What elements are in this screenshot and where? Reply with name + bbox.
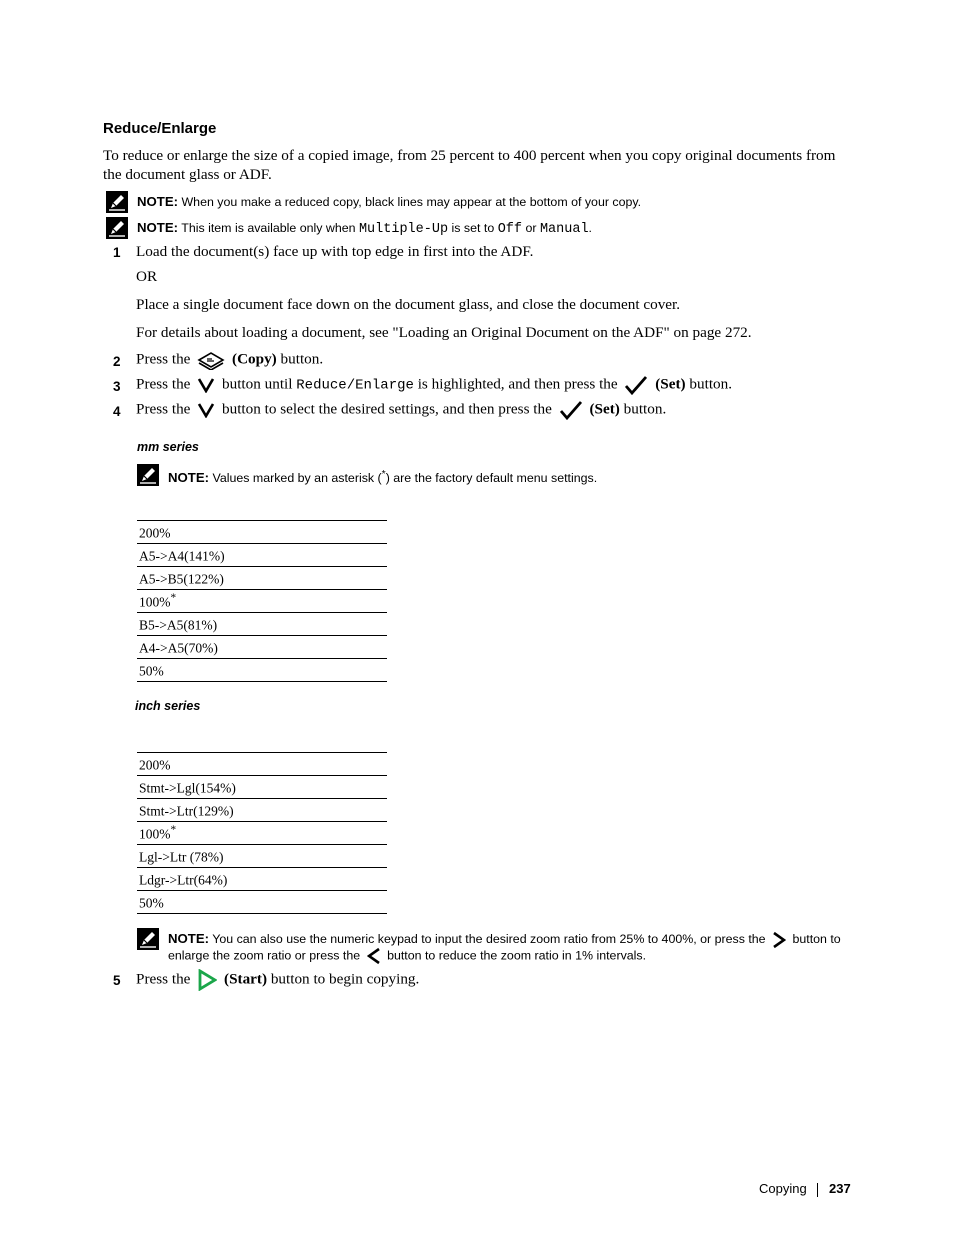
table-row <box>137 845 387 868</box>
step-number: 5 <box>113 973 121 988</box>
step-text: Press the <box>136 970 191 988</box>
footer-chapter: Copying <box>759 1181 807 1196</box>
chevron-right-icon <box>772 931 786 949</box>
mm-series-table <box>137 520 387 682</box>
note-text: enlarge the zoom ratio or press the <box>168 948 361 963</box>
note-text: This item is available only when <box>181 221 356 235</box>
option-text: 100% <box>139 594 171 610</box>
note-text: When you make a reduced copy, black lines may appear at the bottom of your copy. <box>181 195 642 209</box>
table-row <box>137 822 387 845</box>
step-number: 4 <box>113 404 121 419</box>
note-asterisk <box>168 466 597 487</box>
copy-button-label: (Copy) <box>232 350 277 368</box>
table-row <box>137 590 387 613</box>
step-1-details: For details about loading a document, see "Loading an Original Document on the ADF" on page 272. <box>136 324 752 341</box>
table-row <box>137 659 387 682</box>
footer-separator <box>817 1183 818 1197</box>
chevron-down-icon <box>197 402 215 418</box>
option-text: Stmt->Ltr(129%) <box>139 803 234 819</box>
table-row <box>137 613 387 636</box>
note-text: button to reduce the zoom ratio in 1% intervals. <box>387 948 647 963</box>
table-row <box>137 544 387 567</box>
table-row <box>137 636 387 659</box>
note-text: is set to <box>451 221 495 235</box>
note-numeric-keypad <box>168 930 841 949</box>
note-numeric-keypad-line2 <box>168 947 646 965</box>
note-text: or <box>525 221 537 235</box>
note-multiple-up <box>137 219 592 238</box>
step-text: Press the <box>136 375 191 393</box>
mm-series-label: mm series <box>137 440 199 454</box>
note-label: NOTE: <box>168 931 210 946</box>
option-text: Ldgr->Ltr(64%) <box>139 872 228 888</box>
table-row <box>137 776 387 799</box>
option-text: A5->B5(122%) <box>139 571 224 587</box>
step-text: is highlighted, and then press the <box>417 375 618 393</box>
code-off: Off <box>497 222 522 237</box>
option-text: A5->A4(141%) <box>139 548 225 564</box>
chevron-down-icon <box>197 377 215 393</box>
code-reduce-enlarge: Reduce/Enlarge <box>296 377 414 394</box>
option-text: 200% <box>139 757 171 773</box>
default-marker: * <box>170 823 177 836</box>
step-3 <box>136 375 732 395</box>
checkmark-icon <box>559 400 583 420</box>
code-multiple-up: Multiple-Up <box>358 222 449 237</box>
table-row <box>137 891 387 914</box>
inch-series-label: inch series <box>135 699 201 713</box>
step-5 <box>136 969 419 991</box>
step-number: 3 <box>113 379 121 394</box>
option-text: 50% <box>139 663 164 679</box>
step-text: Press the <box>136 400 191 418</box>
step-2 <box>136 350 323 370</box>
note-text: You can also use the numeric keypad to input the desired zoom ratio from 25% to 400%, or press the <box>212 932 766 946</box>
step-text: button. <box>689 375 733 393</box>
step-1-text: Load the document(s) face up with top edge in first into the ADF. <box>136 243 534 260</box>
table-row <box>137 799 387 822</box>
start-button-label: (Start) <box>224 970 268 988</box>
option-text: 50% <box>139 895 164 911</box>
note-label: NOTE: <box>137 220 179 235</box>
set-button-label: (Set) <box>589 400 620 418</box>
intro-paragraph: To reduce or enlarge the size of a copied image, from 25 percent to 400 percent when you copy original documents from the document glass or ADF. <box>103 147 836 183</box>
step-text: button to begin copying. <box>270 970 420 988</box>
table-row <box>137 868 387 891</box>
option-text: 100% <box>139 826 171 842</box>
step-1-or: OR <box>136 268 158 285</box>
note-pencil-icon <box>137 928 159 950</box>
note-text: ) are the factory default menu settings. <box>385 471 598 486</box>
note-text: Values marked by an asterisk ( <box>212 471 382 486</box>
note-text: . <box>588 221 592 235</box>
asterisk: * <box>381 469 386 480</box>
checkmark-icon <box>624 375 648 395</box>
section-title: Reduce/Enlarge <box>103 120 217 137</box>
note-pencil-icon <box>106 217 128 239</box>
note-pencil-icon <box>106 191 128 213</box>
default-marker: * <box>170 591 177 604</box>
note-text: button to <box>792 932 841 946</box>
step-text: button to select the desired settings, and then press the <box>222 400 552 418</box>
option-text: A4->A5(70%) <box>139 640 218 656</box>
note-label: NOTE: <box>137 194 179 209</box>
code-manual: Manual <box>539 222 589 237</box>
step-text: Press the <box>136 350 191 368</box>
step-text: button. <box>280 350 324 368</box>
note-label: NOTE: <box>168 470 210 486</box>
table-row <box>137 753 387 776</box>
option-text: Lgl->Ltr (78%) <box>139 849 224 865</box>
note-pencil-icon <box>137 464 159 486</box>
step-text: button. <box>623 400 667 418</box>
start-play-icon <box>197 969 217 991</box>
note-reduced-copy <box>137 193 641 211</box>
inch-series-table <box>137 752 387 914</box>
chevron-left-icon <box>367 947 381 965</box>
table-row <box>137 521 387 544</box>
step-text: button until <box>222 375 293 393</box>
option-text: B5->A5(81%) <box>139 617 218 633</box>
page-number: 237 <box>829 1181 851 1196</box>
option-text: 200% <box>139 525 171 541</box>
table-row <box>137 567 387 590</box>
set-button-label: (Set) <box>655 375 686 393</box>
step-number: 2 <box>113 354 121 369</box>
step-4 <box>136 400 666 420</box>
option-text: Stmt->Lgl(154%) <box>139 780 236 796</box>
step-1-alt: Place a single document face down on the document glass, and close the document cover. <box>136 296 681 313</box>
step-number: 1 <box>113 245 121 260</box>
copy-icon <box>197 350 225 370</box>
